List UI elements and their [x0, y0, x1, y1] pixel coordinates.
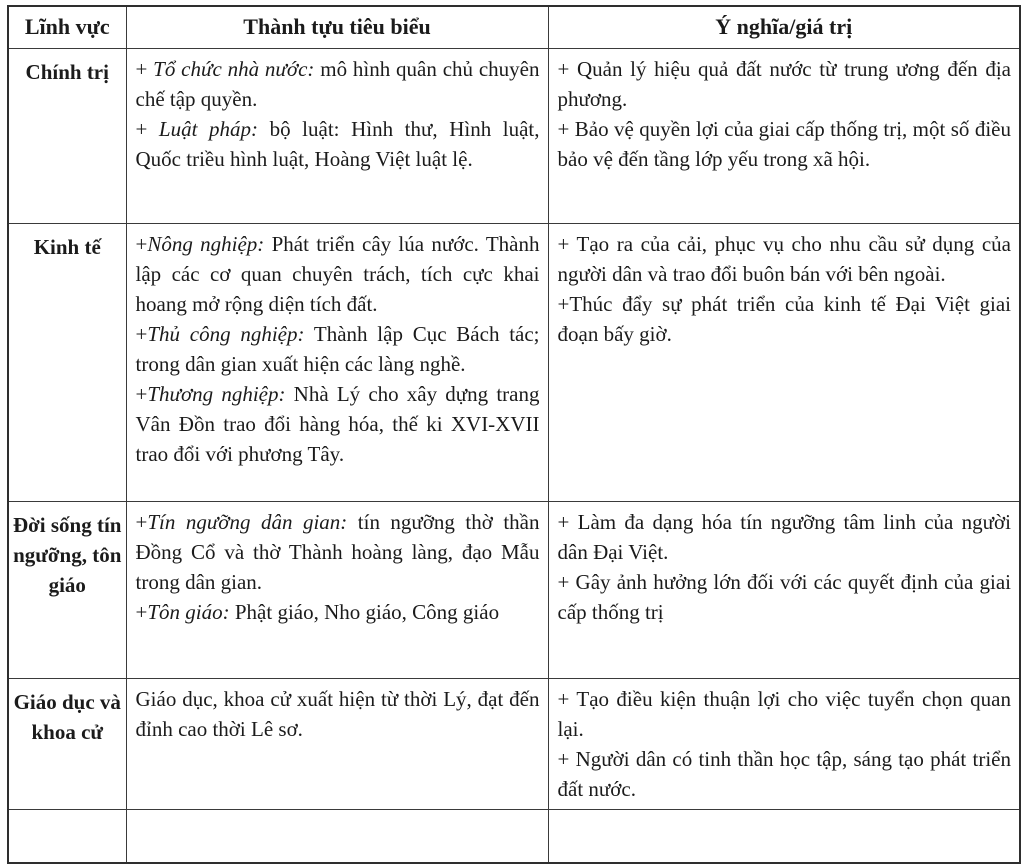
category-label: Tín ngưỡng dân gian:	[147, 509, 348, 534]
achievement-item: +Tôn giáo: Phật giáo, Nho giáo, Công giáo	[135, 599, 500, 624]
meaning-item: + Người dân có tinh thần học tập, sáng tạo phát triển đất nước.	[557, 746, 1011, 801]
achievements-cell	[126, 48, 548, 223]
field-cell	[8, 809, 126, 863]
achievement-item: Giáo dục, khoa cử xuất hiện từ thời Lý, đạt đến đỉnh cao thời Lê sơ.	[135, 686, 540, 741]
category-label: Tôn giáo:	[147, 599, 230, 624]
category-label: Thủ công nghiệp:	[147, 321, 305, 346]
col-header-field: Lĩnh vực	[8, 6, 126, 48]
meaning-item: + Gây ảnh hưởng lớn đối với các quyết định của giai cấp thống trị	[557, 569, 1011, 624]
table-header	[8, 6, 1020, 48]
achievement-item: +Thủ công nghiệp: Thành lập Cục Bách tác; trong dân gian xuất hiện các làng nghề.	[135, 321, 540, 376]
field-label: Đời sống tín ngưỡng, tôn giáo	[13, 512, 122, 597]
category-label: Thương nghiệp:	[147, 381, 286, 406]
field-label: Kinh tế	[33, 234, 101, 259]
partial-row	[8, 809, 1020, 863]
table-row	[8, 678, 1020, 809]
col-header-achievements: Thành tựu tiêu biểu	[126, 6, 548, 48]
table-row	[8, 223, 1020, 501]
meanings-cell	[548, 223, 1020, 501]
table-row	[8, 501, 1020, 678]
field-label: Giáo dục và khoa cử	[13, 689, 121, 744]
meaning-item: + Bảo vệ quyền lợi của giai cấp thống trị, một số điều bảo vệ đến tầng lớp yếu trong xã hội.	[557, 116, 1011, 171]
table-body	[8, 48, 1020, 863]
achievements-cell	[126, 678, 548, 809]
table-row	[8, 48, 1020, 223]
category-label: Nông nghiệp:	[147, 231, 265, 256]
header-row	[8, 6, 1020, 48]
meanings-cell	[548, 809, 1020, 863]
achievement-item: + Tổ chức nhà nước: mô hình quân chủ chuyên chế tập quyền.	[135, 56, 540, 111]
category-label: Tổ chức nhà nước:	[153, 56, 315, 81]
achievements-cell	[126, 809, 548, 863]
achievement-item: +Thương nghiệp: Nhà Lý cho xây dựng trang Vân Đồn trao đổi hàng hóa, thế ki XVI-XVII trao đổi với phương Tây.	[135, 381, 540, 466]
field-cell	[8, 501, 126, 678]
meanings-cell	[548, 48, 1020, 223]
col-header-meaning: Ý nghĩa/giá trị	[548, 6, 1020, 48]
field-label: Chính trị	[25, 59, 109, 84]
history-table	[7, 5, 1021, 864]
meaning-item: + Quản lý hiệu quả đất nước từ trung ương đến địa phương.	[557, 56, 1011, 111]
meaning-item: +Thúc đẩy sự phát triển của kinh tế Đại Việt giai đoạn bấy giờ.	[557, 291, 1011, 346]
field-cell	[8, 678, 126, 809]
meaning-item: + Tạo ra của cải, phục vụ cho nhu cầu sử dụng của người dân và trao đổi buôn bán với bên ngoài.	[557, 231, 1011, 286]
meanings-cell	[548, 501, 1020, 678]
meaning-item: + Tạo điều kiện thuận lợi cho việc tuyển chọn quan lại.	[557, 686, 1011, 741]
meanings-cell	[548, 678, 1020, 809]
document-page	[0, 5, 1024, 801]
achievements-cell	[126, 501, 548, 678]
field-cell	[8, 223, 126, 501]
achievement-item: +Tín ngưỡng dân gian: tín ngưỡng thờ thần Đồng Cổ và thờ Thành hoàng làng, đạo Mẫu trong dân gian.	[135, 509, 540, 594]
achievements-cell	[126, 223, 548, 501]
meaning-item: + Làm đa dạng hóa tín ngưỡng tâm linh của người dân Đại Việt.	[557, 509, 1011, 564]
achievement-item: +Nông nghiệp: Phát triển cây lúa nước. Thành lập các cơ quan chuyên trách, tích cực khai hoang mở rộng diện tích đất.	[135, 231, 540, 316]
field-cell	[8, 48, 126, 223]
category-label: Luật pháp:	[158, 116, 259, 141]
achievement-item: + Luật pháp: bộ luật: Hình thư, Hình luật, Quốc triều hình luật, Hoàng Việt luật lệ.	[135, 116, 540, 171]
